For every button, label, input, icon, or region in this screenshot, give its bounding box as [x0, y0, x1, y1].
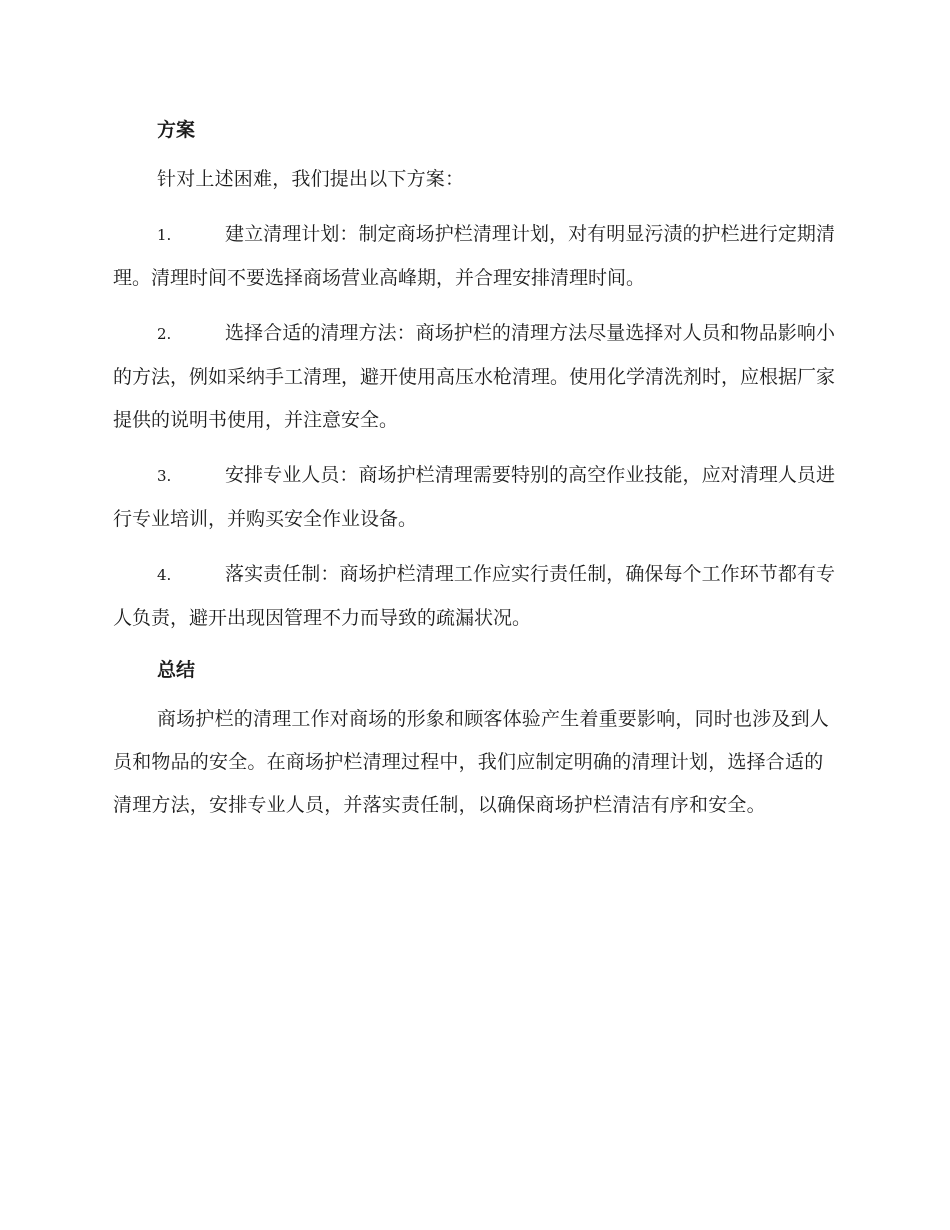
list-item [113, 213, 835, 300]
list-item-number: 2. [157, 325, 172, 343]
plan-heading: 方案 [157, 119, 196, 141]
list-item-number: 3. [157, 467, 172, 485]
summary-paragraph: 商场护栏的清理工作对商场的形象和顾客体验产生着重要影响，同时也涉及到人员和物品的安全。在商场护栏清理过程中，我们应制定明确的清理计划，选择合适的清理方法，安排专业人员，并落实责任制，以确保商场护栏清洁有序和安全。 [113, 708, 830, 816]
list-item [113, 454, 835, 541]
list-item [113, 312, 835, 442]
plan-intro: 针对上述困难，我们提出以下方案： [157, 168, 465, 190]
list-item-number: 4. [157, 566, 172, 584]
list-item-text: 落实责任制：商场护栏清理工作应实行责任制，确保每个工作环节都有专人负责，避开出现因管理不力而导致的疏漏状况。 [113, 563, 835, 629]
list-item-text: 建立清理计划：制定商场护栏清理计划，对有明显污渍的护栏进行定期清理。清理时间不要选择商场营业高峰期，并合理安排清理时间。 [113, 223, 835, 289]
document-body [113, 110, 835, 827]
list-item [113, 553, 835, 640]
list-item-text: 选择合适的清理方法：商场护栏的清理方法尽量选择对人员和物品影响小的方法，例如采纳手工清理，避开使用高压水枪清理。使用化学清洗剂时，应根据厂家提供的说明书使用，并注意安全。 [113, 322, 836, 431]
list-item-text: 安排专业人员：商场护栏清理需要特别的高空作业技能，应对清理人员进行专业培训，并购买安全作业设备。 [113, 464, 835, 530]
summary-heading: 总结 [157, 659, 196, 681]
list-item-number: 1. [157, 226, 172, 244]
